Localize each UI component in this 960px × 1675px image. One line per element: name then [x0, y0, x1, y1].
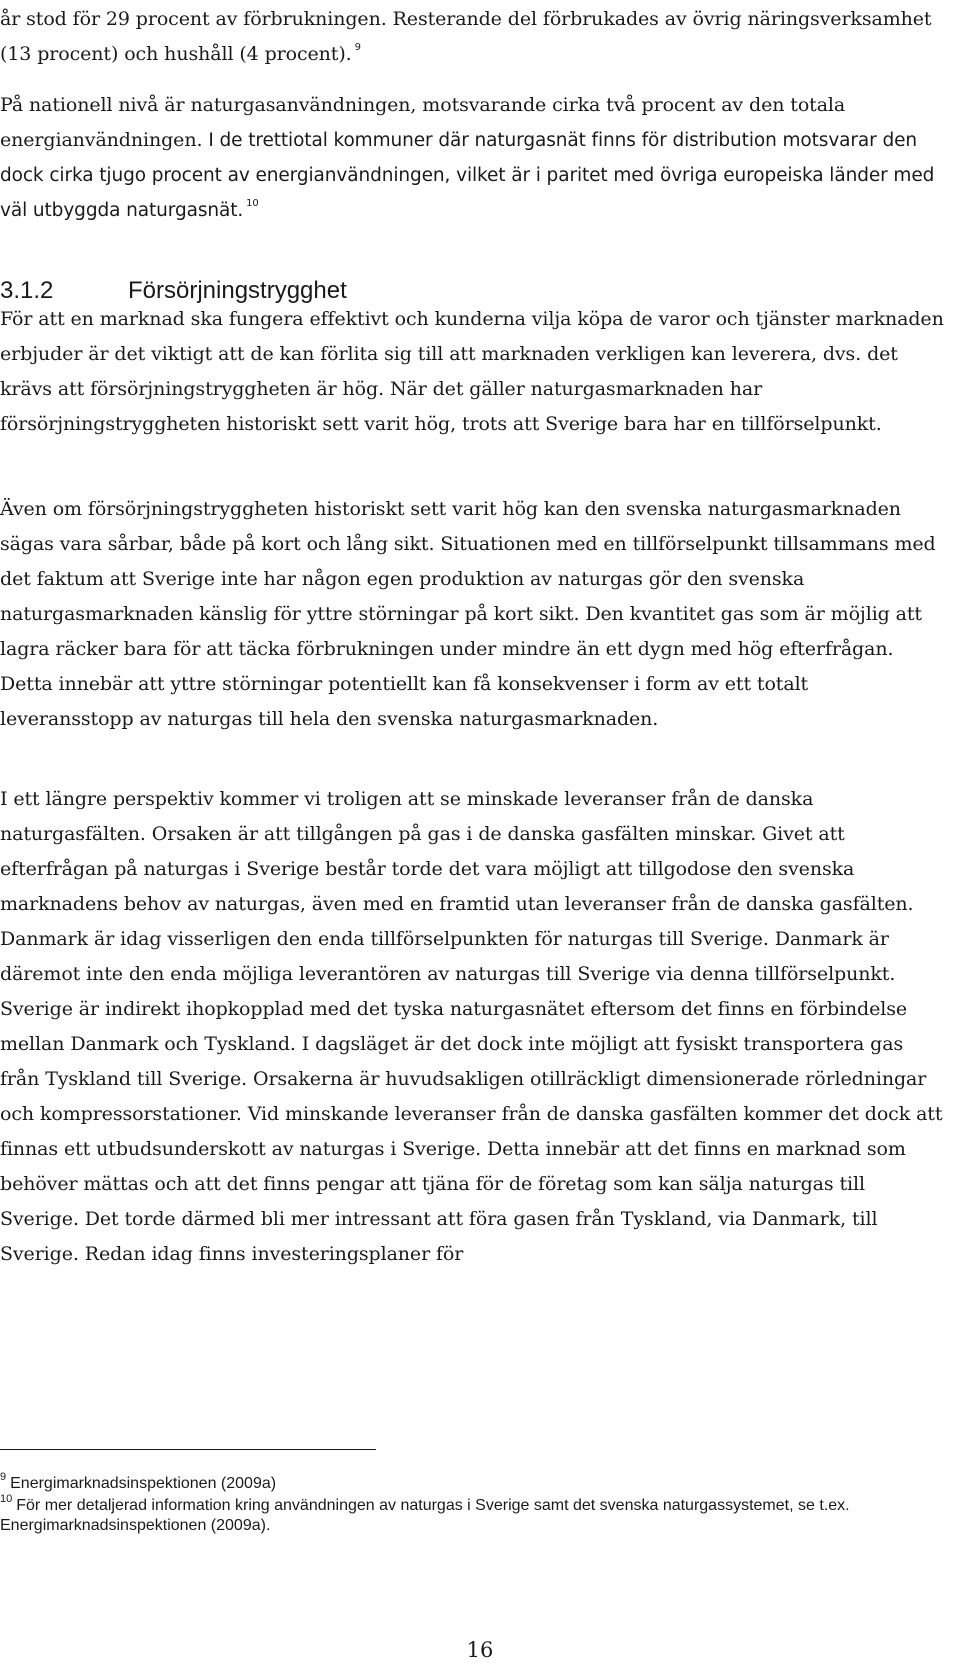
footnote-9: [0, 1471, 945, 1494]
footnote-divider: [0, 1449, 376, 1450]
paragraph-national-level: [0, 88, 945, 228]
section-number: 3.1.2: [0, 277, 54, 304]
footnote-ref-10[interactable]: 10: [246, 198, 259, 209]
paragraph-text-municipalities: I de trettiotal kommuner där naturgasnät finns för distribution motsvarar den dock cirka tjugo procent av energianvändningen, vilket är i paritet med övriga europeiska länder med väl utbyggda naturgasnät.: [0, 130, 935, 221]
paragraph-long-term-outlook: I ett längre perspektiv kommer vi troligen att se minskade leveranser från de danska naturgasfälten. Orsaken är att tillgången på gas i de danska gasfälten minskar. Givet att efterfrågan på naturgas i Sverige består torde det vara möjligt att tillgodose den svenska marknadens behov av naturgas, även med en framtid utan leveranser från de danska gasfälten. Danmark är idag visserligen den enda tillförselpunkten för naturgas till Sverige. Danmark är däremot inte den enda möjliga leverantören av naturgas till Sverige via denna tillförselpunkt. Sverige är indirekt ihopkopplad med det tyska naturgasnätet eftersom det finns en förbindelse mellan Danmark och Tyskland. I dagsläget är det dock inte möjligt att fysiskt transportera gas från Tyskland till Sverige. Orsakerna är huvudsakligen otillräckligt dimensionerade rörledningar och kompressorstationer. Vid minskande leveranser från de danska gasfälten kommer det dock att finnas ett utbudsunderskott av naturgas i Sverige. Detta innebär att det finns en marknad som behöver mättas och att det finns pengar att tjäna för de företag som kan sälja naturgas till Sverige. Det torde därmed bli mer intressant att föra gasen från Tyskland, via Danmark, till Sverige. Redan idag finns investeringsplaner för: [0, 788, 943, 1265]
paragraph-consumption-share: [0, 2, 945, 72]
footnote-text: För mer detaljerad information kring användningen av naturgas i Sverige samt det svenska naturgassystemet, se t.ex. Energimarknadsinspektionen (2009a).: [0, 1497, 850, 1534]
paragraph-text: år stod för 29 procent av förbrukningen. Resterande del förbrukades av övrig näringsverksamhet (13 procent) och hushåll (4 procent).: [0, 8, 932, 65]
footnote-ref-9[interactable]: 9: [354, 42, 361, 53]
page-number: 16: [466, 1638, 494, 1662]
paragraph-supply-security: För att en marknad ska fungera effektivt och kunderna vilja köpa de varor och tjänster marknaden erbjuder är det viktigt att de kan förlita sig till att marknaden verkligen kan leverera, dvs. det krävs att försörjningstryggheten är hög. När det gäller naturgasmarknaden har försörjningstryggheten historiskt sett varit hög, trots att Sverige bara har en tillförselpunkt.: [0, 308, 944, 435]
paragraph-text: På nationell nivå är naturgasanvändningen, motsvarande cirka två procent av den totala energianvändningen.: [0, 94, 846, 151]
paragraph-vulnerability: Även om försörjningstryggheten historiskt sett varit hög kan den svenska naturgasmarknaden sägas vara sårbar, både på kort och lång sikt. Situationen med en tillförselpunkt tillsammans med det faktum att Sverige inte har någon egen produktion av naturgas gör den svenska naturgasmarknaden känslig för yttre störningar på kort sikt. Den kvantitet gas som är möjlig att lagra räcker bara för att täcka förbrukningen under mindre än ett dygn med hög efterfrågan. Detta innebär att yttre störningar potentiellt kan få konsekvenser i form av ett totalt leveransstopp av naturgas till hela den svenska naturgasmarknaden.: [0, 498, 936, 730]
section-title: Försörjningstrygghet: [128, 277, 347, 304]
footnote-marker: 10: [0, 1493, 13, 1505]
footnote-marker: 9: [0, 1471, 7, 1483]
footnote-10: [0, 1493, 945, 1536]
footnote-text: Energimarknadsinspektionen (2009a): [10, 1475, 277, 1492]
